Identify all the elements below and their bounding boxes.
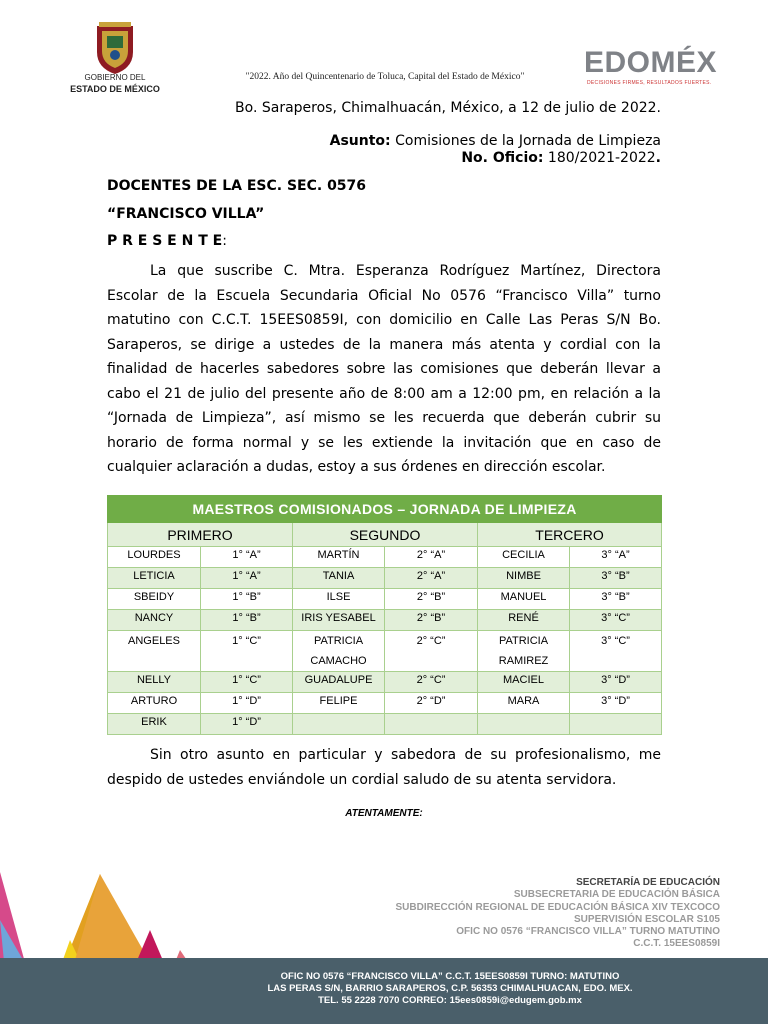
office-number-value: 180/2021-2022 — [543, 150, 656, 166]
year-motto: "2022. Año del Quincentenario de Toluca, Capital del Estado de México" — [245, 72, 525, 82]
table-cell: ANGELES — [108, 631, 201, 672]
footer-line: C.C.T. 15EES0859I — [633, 938, 720, 950]
table-cell: FELIPE — [293, 693, 385, 714]
footer-institution-block — [396, 877, 720, 951]
table-cell: 2° “A” — [385, 568, 478, 589]
table-cell: CECILIA — [478, 547, 570, 568]
edomex-brand-logo — [584, 46, 717, 80]
table-cell — [293, 714, 385, 735]
sign-off-label: ATENTAMENTE: — [345, 808, 423, 819]
table-cell: 2° “B” — [385, 589, 478, 610]
table-cell: 2° “D” — [385, 693, 478, 714]
edomex-tagline: DECISIONES FIRMES, RESULTADOS FUERTES. — [587, 80, 712, 86]
closing-paragraph: Sin otro asunto en particular y sabedora de su profesionalismo, me despido de ustedes enviándole un cordial saludo de su atenta servidora. — [107, 747, 661, 788]
table-cell: LETICIA — [108, 568, 201, 589]
table-cell: 1° “B” — [201, 589, 293, 610]
subject-line — [330, 133, 661, 149]
table-cell: PATRICIA RAMIREZ — [478, 631, 570, 672]
table-cell: PATRICIA CAMACHO — [293, 631, 385, 672]
table-cell: NIMBE — [478, 568, 570, 589]
table-cell: 1° “A” — [201, 547, 293, 568]
table-row — [108, 714, 662, 735]
table-cell: 3° “A” — [570, 547, 662, 568]
table-cell: GUADALUPE — [293, 672, 385, 693]
table-cell: SBEIDY — [108, 589, 201, 610]
table-cell — [478, 714, 570, 735]
presente-colon: : — [222, 233, 227, 249]
table-cell: MACIEL — [478, 672, 570, 693]
table-cell: 1° “A” — [201, 568, 293, 589]
table-cell: ILSE — [293, 589, 385, 610]
table-cell: NANCY — [108, 610, 201, 631]
table-cell: 3° “D” — [570, 672, 662, 693]
table-cell: 1° “B” — [201, 610, 293, 631]
table-row — [108, 589, 662, 610]
table-cell: 2° “A” — [385, 547, 478, 568]
table-cell: RENÉ — [478, 610, 570, 631]
government-name-line2: ESTADO DE MÉXICO — [70, 84, 160, 94]
table-row — [108, 568, 662, 589]
table-cell: MARA — [478, 693, 570, 714]
recipient-line-1: DOCENTES DE LA ESC. SEC. 0576 — [107, 178, 367, 194]
table-cell: MARTÍN — [293, 547, 385, 568]
place-and-date: Bo. Saraperos, Chimalhuacán, México, a 12 de julio de 2022. — [235, 100, 661, 116]
table-cell: 1° “C” — [201, 631, 293, 672]
table-cell — [385, 714, 478, 735]
table-cell: 2° “B” — [385, 610, 478, 631]
presente-line — [107, 233, 227, 249]
government-name-line1: GOBIERNO DEL — [84, 73, 146, 82]
table-row — [108, 547, 662, 568]
table-cell: ARTURO — [108, 693, 201, 714]
table-cell: 2° “C” — [385, 631, 478, 672]
footer-contact-line: TEL. 55 2228 7070 CORREO: 15ees0859i@edugem.gob.mx — [318, 995, 582, 1006]
table-cell: 3° “C” — [570, 610, 662, 631]
office-number-label: No. Oficio: — [461, 150, 544, 166]
footer-line: OFIC NO 0576 “FRANCISCO VILLA” TURNO MATUTINO — [456, 926, 720, 938]
footer-contact-block — [150, 971, 750, 1007]
grade-header-third: TERCERO — [478, 523, 662, 547]
footer-contact-line: LAS PERAS S/N, BARRIO SARAPEROS, C.P. 56353 CHIMALHUACAN, EDO. MEX. — [267, 983, 633, 994]
footer-line: SUPERVISIÓN ESCOLAR S105 — [574, 913, 720, 925]
table-cell: ERIK — [108, 714, 201, 735]
subject-value: Comisiones de la Jornada de Limpieza — [390, 133, 661, 149]
footer-contact-line: OFIC NO 0576 “FRANCISCO VILLA” C.C.T. 15EES0859I TURNO: MATUTINO — [280, 971, 620, 982]
table-cell: IRIS YESABEL — [293, 610, 385, 631]
footer-line: SECRETARÍA DE EDUCACIÓN — [576, 877, 720, 888]
grade-header-second: SEGUNDO — [293, 523, 478, 547]
table-cell: 3° “C” — [570, 631, 662, 672]
grade-header-first: PRIMERO — [108, 523, 293, 547]
office-number-end: . — [655, 150, 661, 166]
table-cell: LOURDES — [108, 547, 201, 568]
table-cell: MANUEL — [478, 589, 570, 610]
office-number-line — [461, 150, 661, 166]
table-cell: TANIA — [293, 568, 385, 589]
table-cell: NELLY — [108, 672, 201, 693]
edomex-wordmark: EDOMÉX — [584, 46, 718, 79]
table-row — [108, 693, 662, 714]
subject-label: Asunto: — [329, 133, 391, 149]
letter-body-paragraph: La que suscribe C. Mtra. Esperanza Rodríguez Martínez, Directora Escolar de la Escuela Secundaria Oficial No 0576 “Francisco Villa” turno matutino con C.C.T. 15EES0859I, con domicilio en Calle Las Peras S/N Bo. Saraperos, se dirige a ustedes de la manera más atenta y cordial con la finalidad de hacerles sabedores sobre las comisiones que deberán llevar a cabo el 21 de julio del presente año de 8:00 am a 12:00 pm, en relación a la “Jornada de Limpieza”, así mismo se les recuerda que deberán cubrir su horario de forma normal y se les extiende la invitación que en caso de cualquier aclaración a dudas, estoy a sus órdenes en dirección escolar. — [107, 263, 661, 475]
table-row — [108, 610, 662, 631]
table-cell: 3° “D” — [570, 693, 662, 714]
recipient-line-2: “FRANCISCO VILLA” — [107, 206, 265, 222]
footer-line: SUBDIRECCIÓN REGIONAL DE EDUCACIÓN BÁSICA XIV TEXCOCO — [395, 901, 720, 913]
table-row — [108, 631, 662, 672]
footer-line: SUBSECRETARIA DE EDUCACIÓN BÁSICA — [513, 889, 720, 901]
table-cell: 1° “D” — [201, 693, 293, 714]
table-cell: 3° “B” — [570, 589, 662, 610]
table-cell: 2° “C” — [385, 672, 478, 693]
commissioned-teachers-table — [107, 495, 662, 735]
table-cell: 1° “D” — [201, 714, 293, 735]
presente-word: P R E S E N T E — [107, 233, 223, 249]
table-cell: 3° “B” — [570, 568, 662, 589]
table-cell: 1° “C” — [201, 672, 293, 693]
table-cell — [570, 714, 662, 735]
table-row — [108, 672, 662, 693]
table-title: MAESTROS COMISIONADOS – JORNADA DE LIMPIEZA — [108, 496, 662, 523]
